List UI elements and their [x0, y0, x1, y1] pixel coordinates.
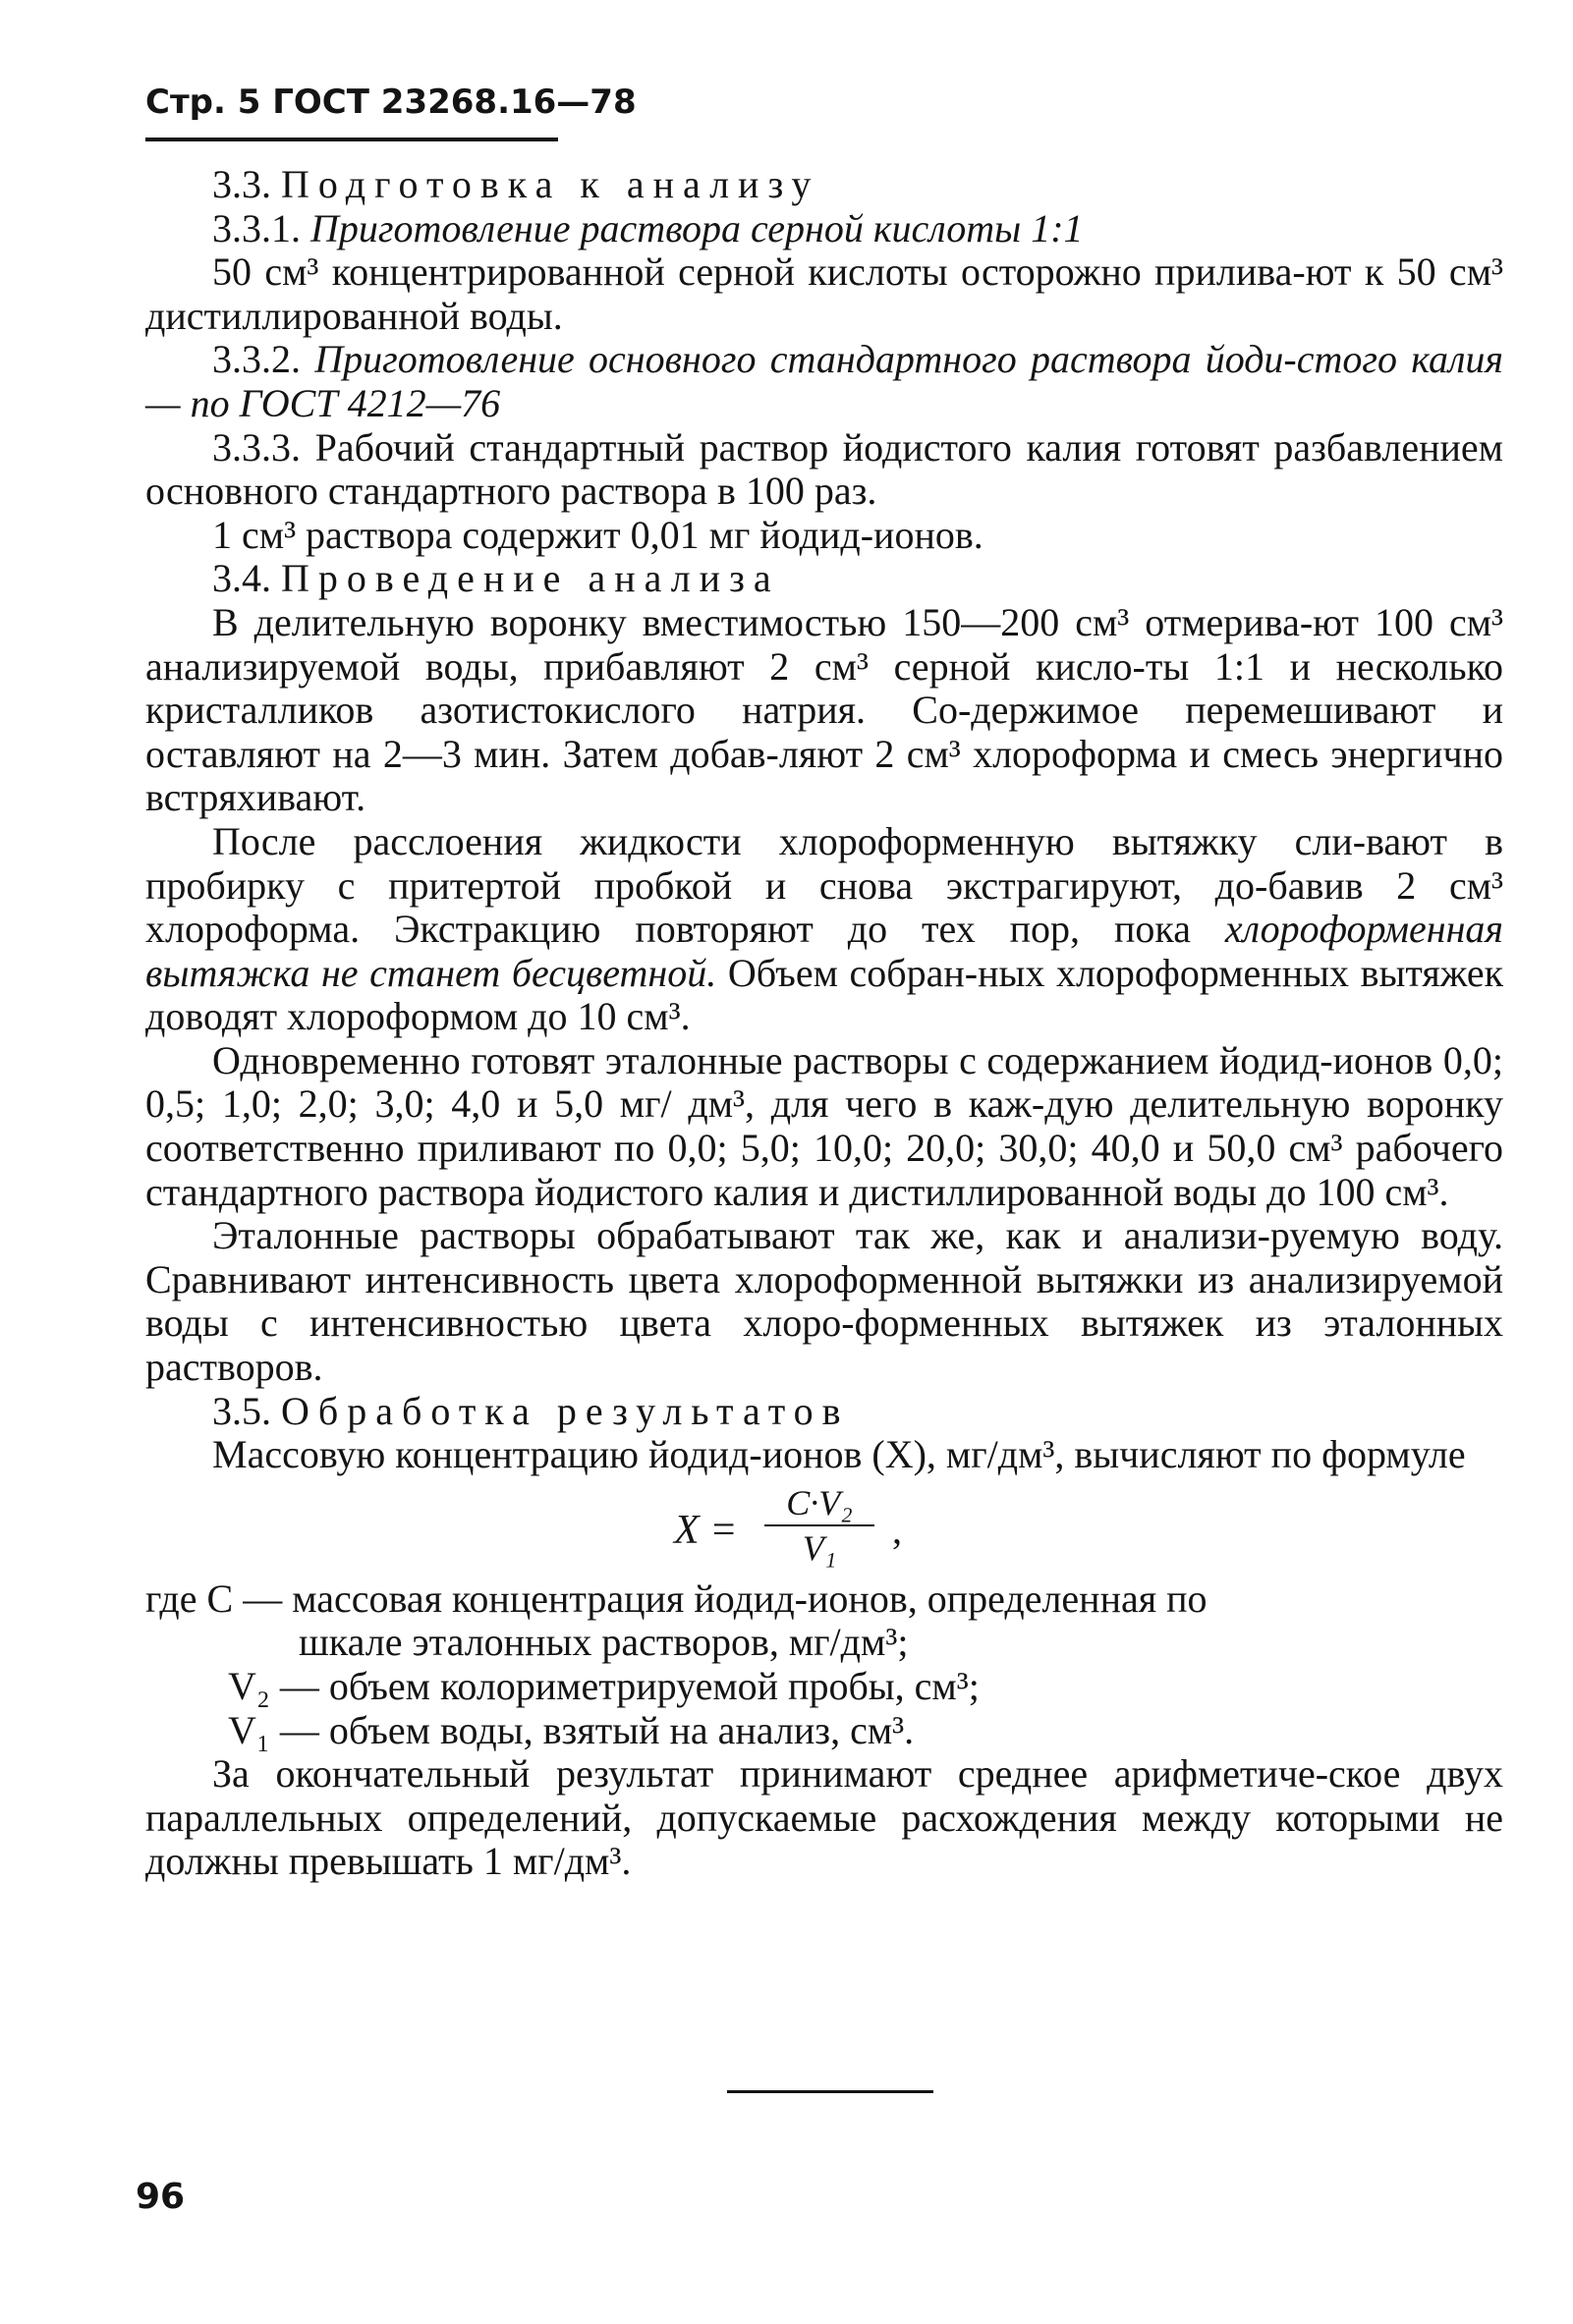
paragraph: 3.3.3. Рабочий стандартный раствор йодистого калия готовят разбавлением основного стандартного раствора в 100 раз.	[145, 424, 1503, 514]
header-rule	[145, 138, 558, 141]
where-c-continuation: шкале эталонных растворов, мг/дм³;	[299, 1620, 909, 1665]
section-title: Обработка результатов	[281, 1388, 850, 1433]
formula-trail: ,	[892, 1507, 902, 1552]
section-title: Приготовление раствора серной кислоты 1:1	[310, 205, 1084, 250]
where-v2-line: V₂ — объем колориметрируемой пробы, см³;	[228, 1664, 980, 1708]
running-head: Стр. 5 ГОСТ 23268.16—78	[145, 83, 637, 122]
section-3-3-heading	[145, 163, 1503, 207]
paragraph: 50 см³ концентрированной серной кислоты осторожно прилива-ют к 50 см³ дистиллированной воды.	[145, 249, 1503, 338]
end-rule	[727, 2090, 933, 2093]
document-body	[145, 163, 1503, 1884]
paragraph: В делительную воронку вместимостью 150—200 см³ отмерива-ют 100 см³ анализируемой воды, прибавляют 2 см³ серной кисло-ты 1:1 и несколько кристалликов азотистокислого натрия. Со-держимое перемешивают и оставляют на 2—3 мин. Затем добав-ляют 2 см³ хлороформа и смесь энергично встряхивают.	[145, 599, 1503, 820]
paragraph-text: После расслоения жидкости хлороформенную вытяжку сли-вают в пробирку с притертой пробкой и снова экстрагируют, до-бавив 2 см³ хлороформа. Экстракцию повторяют до тех пор, пока	[145, 818, 1503, 952]
section-title: Подготовка к анализу	[281, 162, 820, 206]
paragraph: 1 см³ раствора содержит 0,01 мг йодид-ионов.	[212, 512, 983, 557]
section-number: 3.4.	[212, 556, 271, 601]
formula-fraction	[764, 1483, 874, 1568]
section-number: 3.5.	[212, 1388, 271, 1433]
section-number: 3.3.2.	[212, 337, 301, 382]
paragraph-italic-text: хлороформенная вытяжка не станет бесцветной.	[145, 907, 1504, 995]
section-number: 3.3.1.	[212, 205, 301, 250]
paragraph: Одновременно готовят эталонные растворы с содержанием йодид-ионов 0,0; 0,5; 1,0; 2,0; 3,0; 4,0 и 5,0 мг/ дм³, для чего в каж-дую делительную воронку соответственно приливают по 0,0; 5,0; 10,0; 20,0; 30,0; 40,0 и 50,0 см³ рабочего стандартного раствора йодистого калия и дистиллированной воды до 100 см³.	[145, 1037, 1503, 1214]
formula	[145, 1483, 1503, 1577]
paragraph: Эталонные растворы обрабатывают так же, как и анализи-руемую воду. Сравнивают интенсивность цвета хлороформенной вытяжки из анализируемой воды с интенсивностью цвета хлоро-форменных вытяжек из эталонных растворов.	[145, 1213, 1503, 1390]
where-v1-line: V₁ — объем воды, взятый на анализ, см³.	[228, 1707, 915, 1752]
paragraph: За окончательный результат принимают среднее арифметиче-ское двух параллельных определений, допускаемые расхождения между которыми не должны превышать 1 мг/дм³.	[145, 1751, 1503, 1884]
where-c-line: где C — массовая концентрация йодид-ионов, определенная по	[145, 1576, 1208, 1621]
section-3-3-2-heading	[145, 338, 1503, 425]
section-3-4-heading	[145, 557, 1503, 601]
page-number: 96	[136, 2177, 186, 2217]
section-number: 3.3.	[212, 162, 271, 206]
fraction-bar	[764, 1524, 874, 1526]
section-3-5-heading	[145, 1390, 1503, 1434]
section-title: Проведение анализа	[281, 556, 780, 601]
formula-lhs: X =	[674, 1507, 738, 1553]
paragraph	[145, 820, 1503, 1039]
section-3-3-1-heading	[145, 207, 1503, 251]
paragraph-text: Объем собран-ных хлороформенных вытяжек доводят хлороформом до 10 см³.	[145, 950, 1504, 1039]
formula-numerator: C·V₂	[786, 1482, 853, 1522]
section-title: Приготовление основного стандартного раствора йоди-стого калия — по ГОСТ 4212—76	[145, 337, 1503, 425]
formula-denominator: V₁	[802, 1527, 837, 1568]
paragraph: Массовую концентрацию йодид-ионов (X), мг/дм³, вычисляют по формуле	[212, 1432, 1466, 1477]
